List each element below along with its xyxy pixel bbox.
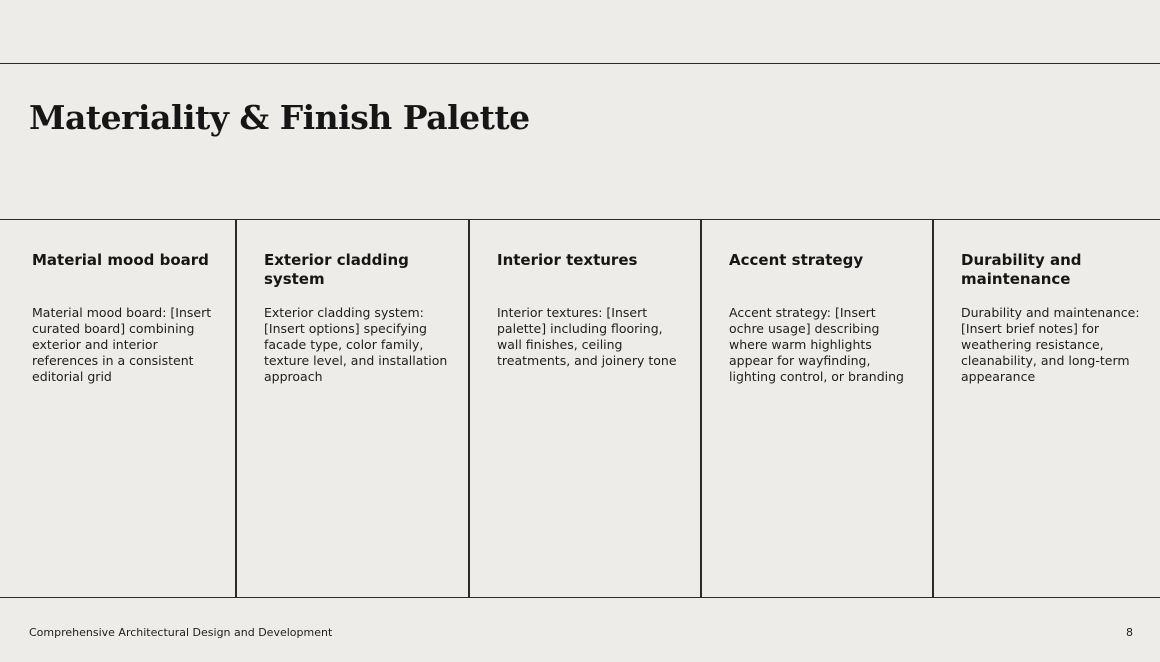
column-title: Interior textures: [497, 251, 638, 269]
column-title: Durability and maintenance: [961, 251, 1082, 288]
column-title: Exterior cladding system: [264, 251, 409, 288]
bottom-divider: [0, 597, 1160, 598]
top-divider: [0, 63, 1160, 64]
column-body: Material mood board: [Insert curated board] combining exterior and interior references in a consistent editorial grid: [32, 305, 212, 384]
column-body: Interior textures: [Insert palette] including flooring, wall finishes, ceiling treatments, and joinery tone: [497, 305, 677, 368]
column-title: Material mood board: [32, 251, 209, 269]
page-number: 8: [1126, 626, 1133, 639]
column-interior-textures: [468, 220, 701, 597]
content-columns: [0, 220, 1160, 597]
column-title: Accent strategy: [729, 251, 864, 269]
column-durability-maintenance: [932, 220, 1160, 597]
footer-text: Comprehensive Architectural Design and Development: [29, 626, 333, 639]
column-accent-strategy: [700, 220, 933, 597]
slide-title: Materiality & Finish Palette: [29, 98, 530, 137]
column-body: Durability and maintenance: [Insert brief notes] for weathering resistance, cleanability, and long-term appearance: [961, 305, 1140, 384]
column-exterior-cladding: [235, 220, 468, 597]
column-body: Accent strategy: [Insert ochre usage] describing where warm highlights appear for wayfinding, lighting control, or branding: [729, 305, 904, 384]
column-body: Exterior cladding system: [Insert options] specifying facade type, color family, texture level, and installation approach: [264, 305, 448, 384]
column-material-mood-board: [0, 220, 235, 597]
